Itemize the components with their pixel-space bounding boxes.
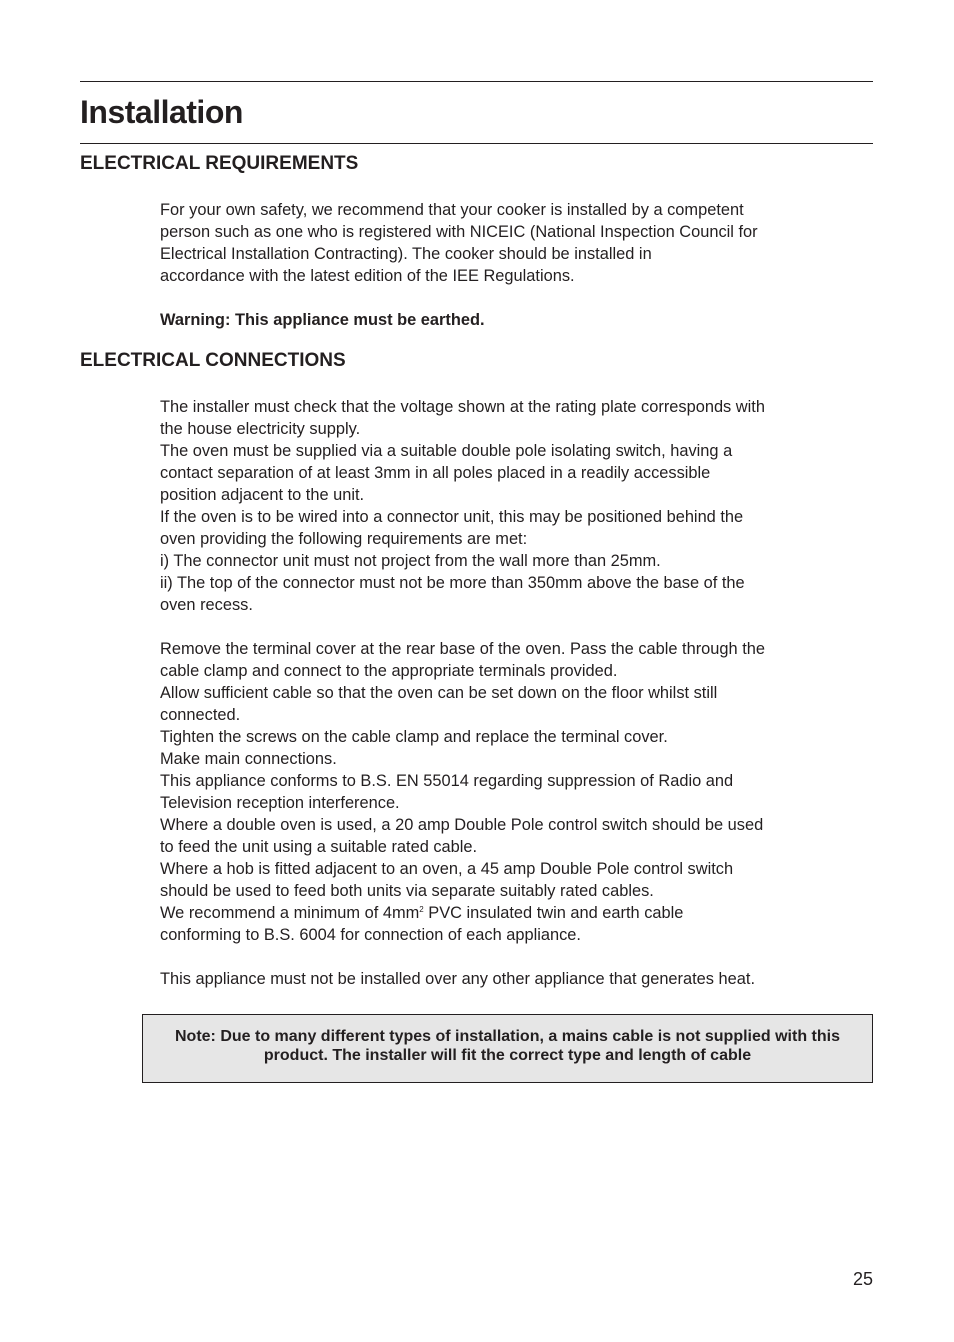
paragraph-line: The oven must be supplied via a suitable double pole isolating switch, having a bbox=[160, 442, 733, 460]
note-line-1: Note: Due to many different types of installation, a mains cable is not supplied with this bbox=[175, 1028, 840, 1045]
paragraph-gap bbox=[160, 616, 860, 638]
electrical-requirements-body bbox=[160, 199, 860, 331]
paragraph-line: Make main connections. bbox=[160, 750, 337, 768]
paragraph-line: Where a double oven is used, a 20 amp Double Pole control switch should be used bbox=[160, 816, 764, 834]
paragraph-line: If the oven is to be wired into a connector unit, this may be positioned behind the bbox=[160, 508, 744, 526]
mains-cable-note bbox=[142, 1014, 873, 1083]
paragraph-line: oven providing the following requirements are met: bbox=[160, 530, 528, 548]
title-underline bbox=[80, 143, 873, 144]
section-heading-electrical-requirements: ELECTRICAL REQUIREMENTS bbox=[80, 153, 359, 174]
paragraph-line: person such as one who is registered with NICEIC (National Inspection Council for bbox=[160, 223, 758, 241]
paragraph-line: connected. bbox=[160, 706, 241, 724]
paragraph-line: oven recess. bbox=[160, 596, 253, 614]
paragraph-line: Allow sufficient cable so that the oven can be set down on the floor whilst still bbox=[160, 684, 718, 702]
cable-recommendation-line bbox=[160, 902, 860, 924]
page-number: 25 bbox=[852, 1269, 873, 1289]
cable-text: We recommend a minimum of 4mm bbox=[160, 904, 420, 922]
earthing-warning: Warning: This appliance must be earthed. bbox=[160, 311, 485, 329]
paragraph-line: should be used to feed both units via separate suitably rated cables. bbox=[160, 882, 654, 900]
paragraph-line: cable clamp and connect to the appropriate terminals provided. bbox=[160, 662, 618, 680]
section-heading-electrical-connections: ELECTRICAL CONNECTIONS bbox=[80, 350, 346, 371]
paragraph-line: This appliance must not be installed over any other appliance that generates heat. bbox=[160, 970, 755, 988]
paragraph-line: ii) The top of the connector must not be more than 350mm above the base of the bbox=[160, 574, 745, 592]
paragraph-line: Tighten the screws on the cable clamp and replace the terminal cover. bbox=[160, 728, 668, 746]
note-line-2: product. The installer will fit the correct type and length of cable bbox=[263, 1047, 752, 1064]
paragraph-line: i) The connector unit must not project from the wall more than 25mm. bbox=[160, 552, 661, 570]
paragraph-line: Television reception interference. bbox=[160, 794, 400, 812]
paragraph-line: the house electricity supply. bbox=[160, 420, 361, 438]
paragraph-line: For your own safety, we recommend that your cooker is installed by a competent bbox=[160, 201, 744, 219]
squared-superscript: 2 bbox=[419, 905, 424, 914]
paragraph-line: contact separation of at least 3mm in all poles placed in a readily accessible bbox=[160, 464, 711, 482]
paragraph-gap bbox=[160, 946, 860, 968]
paragraph-gap bbox=[160, 287, 860, 309]
paragraph-line: to feed the unit using a suitable rated cable. bbox=[160, 838, 478, 856]
electrical-connections-body bbox=[160, 396, 860, 990]
paragraph-line: This appliance conforms to B.S. EN 55014 regarding suppression of Radio and bbox=[160, 772, 734, 790]
paragraph-line: Remove the terminal cover at the rear base of the oven. Pass the cable through the bbox=[160, 640, 765, 658]
paragraph-line: position adjacent to the unit. bbox=[160, 486, 365, 504]
cable-text-rest: PVC insulated twin and earth cable bbox=[423, 904, 684, 922]
paragraph-line: Where a hob is fitted adjacent to an oven, a 45 amp Double Pole control switch bbox=[160, 860, 734, 878]
page-title: Installation bbox=[80, 94, 243, 130]
paragraph-line: accordance with the latest edition of the IEE Regulations. bbox=[160, 267, 575, 285]
paragraph-line: Electrical Installation Contracting). The cooker should be installed in bbox=[160, 245, 652, 263]
paragraph-line: conforming to B.S. 6004 for connection of each appliance. bbox=[160, 926, 581, 944]
top-rule bbox=[80, 81, 873, 82]
paragraph-line: The installer must check that the voltage shown at the rating plate corresponds with bbox=[160, 398, 765, 416]
